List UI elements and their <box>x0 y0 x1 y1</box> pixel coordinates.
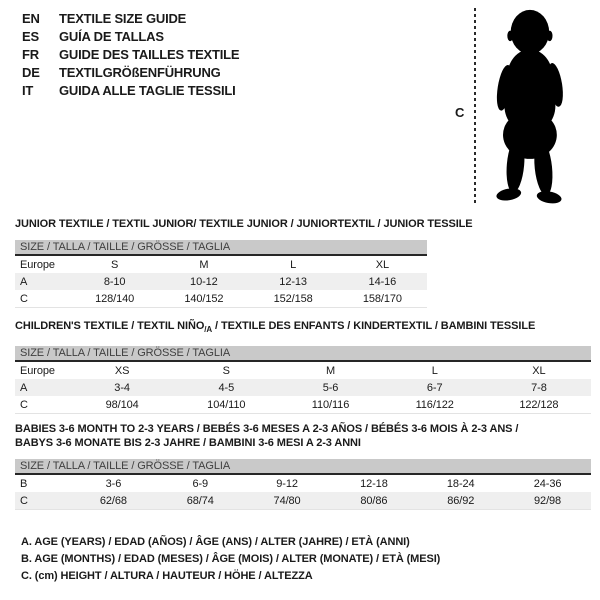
cell-value: 10-12 <box>190 275 218 288</box>
size-table-section <box>15 422 591 510</box>
table-title-segment: BABYS 3-6 MONATE BIS 2-3 JAHRE / BAMBINI 3-6 MESI A 2-3 ANNI <box>15 437 361 449</box>
cell-value: 140/152 <box>184 292 224 305</box>
size-header-bar: SIZE / TALLA / TAILLE / GRÖSSE / TAGLIA <box>15 240 427 256</box>
cell-value: 110/116 <box>311 398 350 411</box>
cell-value: 3-4 <box>114 381 130 394</box>
cell-value: 98/104 <box>105 398 139 411</box>
language-title: TEXTILGRÖßENFÜHRUNG <box>59 65 221 80</box>
cell-value: 92/98 <box>534 494 562 507</box>
table-title <box>15 217 473 231</box>
table-title-line <box>15 319 591 337</box>
language-title: TEXTILE SIZE GUIDE <box>59 11 187 26</box>
cell-value: 12-13 <box>279 275 307 288</box>
language-title: GUÍA DE TALLAS <box>59 29 164 44</box>
table-row <box>15 290 427 307</box>
row-label: C <box>20 494 28 507</box>
cell-value: S <box>222 364 230 377</box>
cell-value: 4-5 <box>218 381 235 394</box>
cell-value: 74/80 <box>273 494 301 507</box>
language-code: IT <box>22 83 34 98</box>
language-code: DE <box>22 65 40 80</box>
table-title-segment: /A <box>204 325 213 335</box>
cell-value: XS <box>114 364 130 377</box>
cell-value: 9-12 <box>276 477 298 490</box>
language-title: GUIDA ALLE TAGLIE TESSILI <box>59 83 236 98</box>
row-label: C <box>20 292 28 305</box>
table-title-line <box>15 422 591 436</box>
cell-value: 6-7 <box>426 381 443 394</box>
cell-value: 152/158 <box>273 292 313 305</box>
cell-value: 3-6 <box>105 477 122 490</box>
table-row <box>15 475 591 492</box>
cell-value: 128/140 <box>95 292 135 305</box>
size-table <box>15 475 591 510</box>
language-code: ES <box>22 29 39 44</box>
cell-value: 68/74 <box>186 494 214 507</box>
cell-value: L <box>290 258 297 271</box>
cell-value: L <box>431 364 438 377</box>
table-title-segment: / TEXTILE DES ENFANTS / KINDERTEXTIL / BAMBINI TESSILE <box>212 320 536 332</box>
row-label: C <box>20 398 28 411</box>
language-code: EN <box>22 11 40 26</box>
size-table <box>15 362 591 414</box>
height-marker-label: C <box>455 105 465 120</box>
cell-value: M <box>325 364 336 377</box>
cell-value: 158/170 <box>362 292 402 305</box>
footnote-line: C. (cm) HEIGHT / ALTURA / HAUTEUR / HÖHE / ALTEZZA <box>21 570 313 582</box>
table-title-segment: BABIES 3-6 MONTH TO 2-3 YEARS / BEBÉS 3-6 MESES A 2-3 AÑOS / BÉBÉS 3-6 MOIS À 2-3 ANS / <box>15 423 519 435</box>
footnote-line: B. AGE (MONTHS) / EDAD (MESES) / ÂGE (MOIS) / ALTER (MONATE) / ETÀ (MESI) <box>21 553 441 565</box>
cell-value: 62/68 <box>99 494 127 507</box>
row-label: Europe <box>20 364 55 377</box>
size-table-section <box>15 217 473 308</box>
table-title <box>15 422 591 450</box>
cell-value: 18-24 <box>446 477 475 490</box>
cell-value: 80/86 <box>360 494 388 507</box>
footnote-line: A. AGE (YEARS) / EDAD (AÑOS) / ÂGE (ANS) / ALTER (JAHRE) / ETÀ (ANNI) <box>21 536 410 548</box>
table-title-line <box>15 436 591 450</box>
cell-value: 24-36 <box>533 477 562 490</box>
table-title-line <box>15 217 473 231</box>
size-table <box>15 256 427 308</box>
cell-value: 7-8 <box>531 381 547 394</box>
cell-value: 104/110 <box>207 398 246 411</box>
cell-value: 5-6 <box>322 381 339 394</box>
row-label: A <box>20 381 28 394</box>
cell-value: 116/122 <box>415 398 454 411</box>
table-title <box>15 319 591 337</box>
language-code: FR <box>22 47 39 62</box>
cell-value: 12-18 <box>360 477 388 490</box>
size-header-bar: SIZE / TALLA / TAILLE / GRÖSSE / TAGLIA <box>15 459 591 475</box>
table-row <box>15 492 591 509</box>
row-label: B <box>20 477 28 490</box>
cell-value: 122/128 <box>519 398 559 411</box>
row-label: A <box>20 275 28 288</box>
table-row <box>15 379 591 396</box>
table-row <box>15 273 427 290</box>
cell-value: 8-10 <box>103 275 126 288</box>
cell-value: M <box>199 258 209 271</box>
cell-value: 6-9 <box>192 477 209 490</box>
table-title-segment: JUNIOR TEXTILE / TEXTIL JUNIOR/ TEXTILE JUNIOR / JUNIORTEXTIL / JUNIOR TESSILE <box>15 218 473 230</box>
footnotes <box>21 534 440 585</box>
size-table-section <box>15 319 591 414</box>
table-row <box>15 362 591 379</box>
cell-value: S <box>111 258 119 271</box>
table-title-segment: CHILDREN'S TEXTILE / TEXTIL NIÑO <box>15 320 205 332</box>
cell-value: 86/92 <box>447 494 475 507</box>
table-row <box>15 256 427 273</box>
table-row <box>15 396 591 413</box>
language-title: GUIDE DES TAILLES TEXTILE <box>59 47 240 62</box>
cell-value: 14-16 <box>368 275 397 288</box>
cell-value: XL <box>375 258 389 271</box>
cell-value: XL <box>532 364 546 377</box>
row-label: Europe <box>20 258 55 271</box>
size-header-bar: SIZE / TALLA / TAILLE / GRÖSSE / TAGLIA <box>15 346 591 362</box>
